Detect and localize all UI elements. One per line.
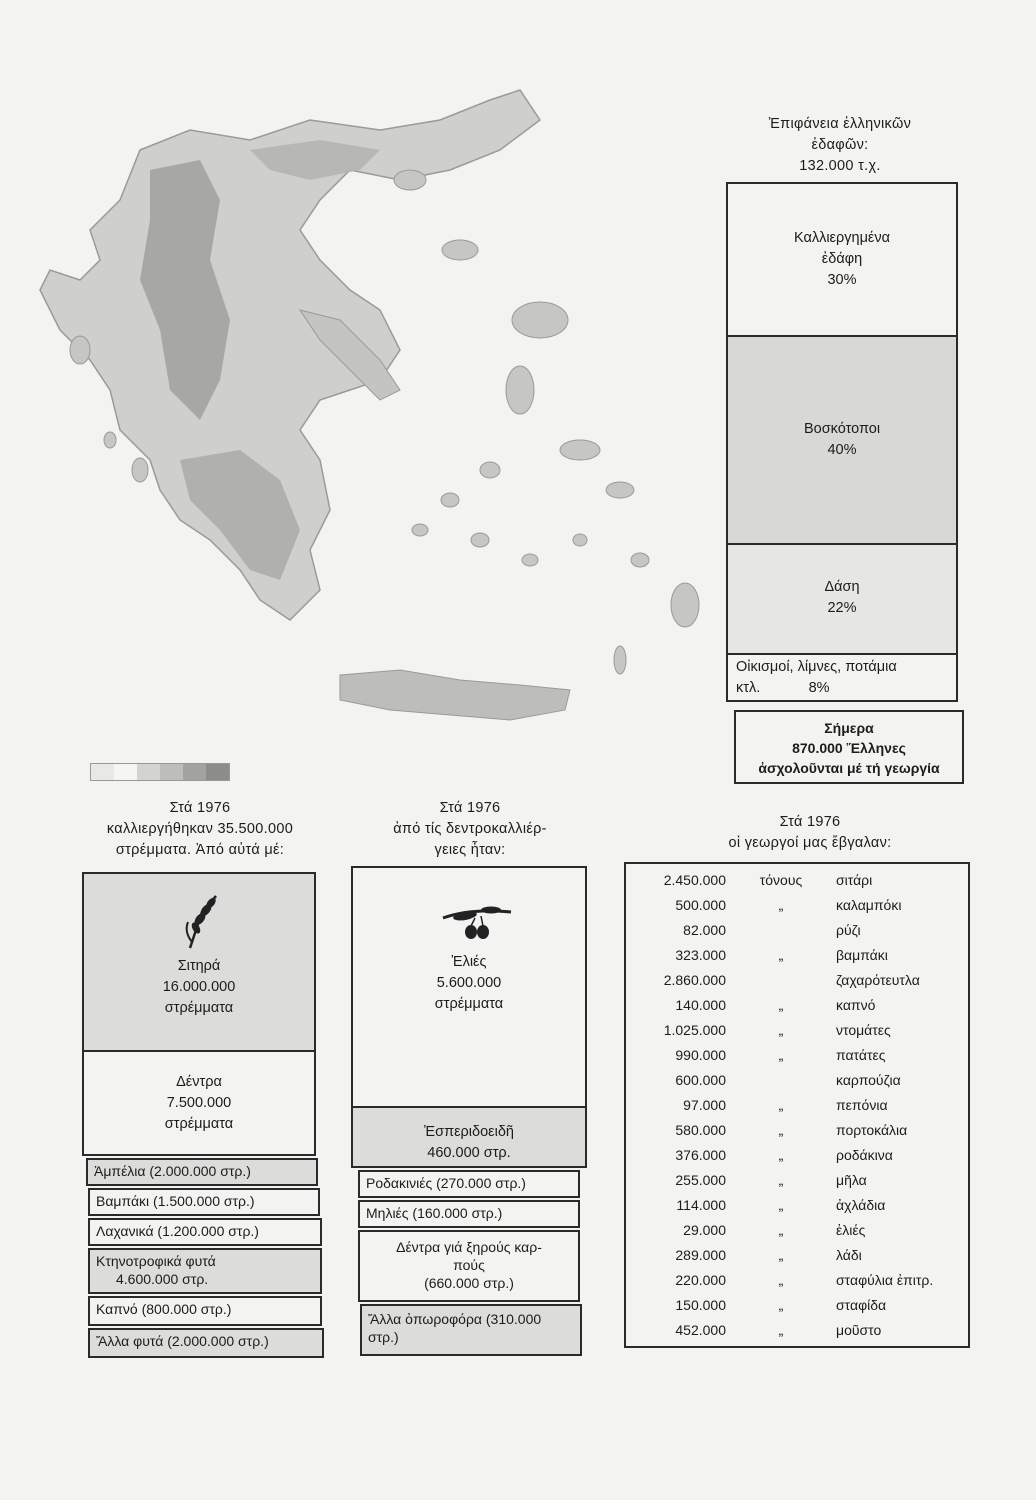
production-row: 376.000 „ ροδάκινα [675,1147,893,1163]
legend-swatch-4 [160,764,183,780]
production-caption: Στά 1976 οἱ γεωργοί μας ἔβγαλαν: [728,814,892,851]
cereals-segment: Σιτηρά 16.000.000 στρέμματα [84,874,314,1052]
production-row: 990.000 „ πατάτες [675,1047,886,1063]
peach-trees-row: Ροδακινιές (270.000 στρ.) [358,1170,580,1198]
production-row: 2.450.000 τόνους σιτάρι [663,872,873,888]
production-row: 97.000 „ πεπόνια [683,1097,888,1113]
orchards-box [351,866,587,1168]
legend-swatch-1 [91,764,114,780]
nut-trees-row: Δέντρα γιά ξηρούς καρ- πούς (660.000 στρ.) [358,1230,580,1302]
citrus-segment: Ἐσπεριδοειδῆ 460.000 στρ. [353,1106,585,1166]
wheat-icon [182,892,222,950]
production-row: 452.000 „ μοῦστο [675,1322,882,1338]
production-row: 140.000 „ καπνό [675,997,876,1013]
production-row: 82.000 ρύζι [683,922,861,938]
trees-segment: Δέντρα 7.500.000 στρέμματα [164,1074,234,1132]
greece-relief-map [20,60,720,740]
production-row: 580.000 „ πορτοκάλια [675,1122,908,1138]
production-row: 29.000 „ ἐλιές [683,1222,866,1238]
production-row: 2.860.000 ζαχαρότευτλα [663,972,920,988]
surface-breakdown-box [726,182,958,702]
production-row: 114.000 „ ἀχλάδια [676,1197,886,1213]
cultivated-caption: Στά 1976 καλλιεργήθηκαν 35.500.000 στρέμματα. Ἀπό αὐτά μέ: [106,800,294,858]
production-row: 150.000 „ σταφίδα [675,1297,887,1313]
vegetables-row: Λαχανικά (1.200.000 στρ.) [88,1218,322,1246]
today-farmers-box: Σήμερα 870.000 Ἕλληνες ἀσχολοῦνται μέ τή γεωργία [734,710,964,784]
legend-swatch-2 [114,764,137,780]
production-row: 220.000 „ σταφύλια ἐπιτρ. [675,1272,934,1288]
cultivated-box [82,872,316,1156]
production-row: 323.000 „ βαμπάκι [675,947,888,963]
production-row: 500.000 „ καλαμπόκι [675,897,902,913]
surface-forest: Δάση 22% [728,545,956,655]
surface-cultivated: Καλλιεργημένα ἐδάφη 30% [728,184,956,337]
production-row: 255.000 „ μῆλα [675,1172,867,1188]
production-row: 289.000 „ λάδι [675,1247,862,1263]
fodder-row: Κτηνοτροφικά φυτά 4.600.000 στρ. [88,1248,322,1294]
surface-settlements: Οἰκισμοί, λίμνες, ποτάμια κτλ. 8% [736,659,897,696]
production-table [624,862,970,1348]
apple-trees-row: Μηλιές (160.000 στρ.) [358,1200,580,1228]
other-fruit-trees-row: Ἄλλα ὀπωροφόρα (310.000 στρ.) [360,1304,582,1356]
surface-title: Ἐπιφάνεια ἑλληνικῶν ἐδαφῶν: 132.000 τ.χ. [768,116,912,174]
production-row: 1.025.000 „ ντομάτες [663,1022,891,1038]
surface-pasture: Βοσκότοποι 40% [728,337,956,545]
legend-swatch-6 [206,764,229,780]
other-crops-row: Ἄλλα φυτά (2.000.000 στρ.) [88,1328,324,1358]
production-row: 600.000 καρπούζια [675,1072,901,1088]
tobacco-row: Καπνό (800.000 στρ.) [88,1296,322,1326]
crete-island [340,670,570,720]
olive-branch-icon [441,904,513,944]
map-legend [90,763,230,781]
legend-swatch-3 [137,764,160,780]
cotton-row: Βαμπάκι (1.500.000 στρ.) [88,1188,320,1216]
vineyards-row: Ἀμπέλια (2.000.000 στρ.) [86,1158,318,1186]
olives-segment: Ἐλιές 5.600.000 στρέμματα [353,868,585,1106]
orchards-caption: Στά 1976 ἀπό τίς δεντροκαλλιέρ- γειες ἦταν: [393,800,547,858]
legend-swatch-5 [183,764,206,780]
